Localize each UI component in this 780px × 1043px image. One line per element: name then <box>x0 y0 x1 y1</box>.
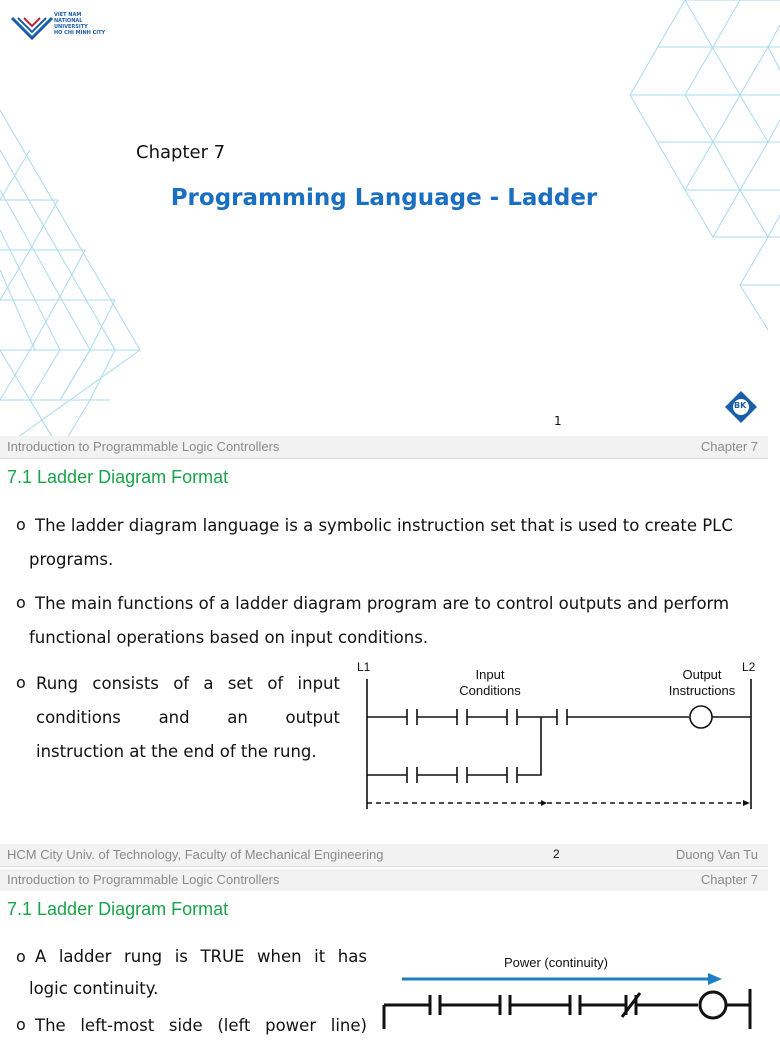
course-title: Introduction to Programmable Logic Controllers <box>7 872 280 887</box>
bullet1-line2: logic continuity. <box>29 979 159 998</box>
page-number: 2 <box>553 847 560 861</box>
section-title: 7.1 Ladder Diagram Format <box>7 899 229 919</box>
word: set <box>227 674 254 693</box>
bullet2-line1 <box>35 1009 367 1043</box>
word: an <box>227 708 248 727</box>
chapter-ref: Chapter 7 <box>700 872 758 887</box>
word: rung <box>123 947 163 966</box>
word: a <box>203 674 214 693</box>
university-logo <box>12 12 107 44</box>
word: input <box>297 674 340 693</box>
word: Rung <box>36 674 79 693</box>
content-slide-2 <box>0 458 768 867</box>
bullet1-line2: programs. <box>29 550 114 569</box>
word: of <box>173 674 190 693</box>
triangle-pattern-right <box>620 0 780 360</box>
word: line) <box>330 1016 367 1035</box>
bk-logo-text: BK <box>734 401 747 410</box>
bullet2-line1: The main functions of a ladder diagram program are to control outputs and perform <box>35 594 730 613</box>
slide-title: Programming Language - Ladder <box>170 185 598 211</box>
l1-label: L1 <box>357 660 371 674</box>
word: The <box>35 1016 66 1035</box>
bullet-marker: o <box>16 593 26 612</box>
logo-line-2: NATIONAL <box>54 18 83 24</box>
footer-institution: HCM City Univ. of Technology, Faculty of Mechanical Engineering <box>7 847 384 862</box>
logo-line-3: UNIVERSITY <box>54 24 88 30</box>
word: is <box>174 947 188 966</box>
content-slide-3 <box>0 866 768 1035</box>
output-label-1: Output <box>682 667 722 682</box>
word: and <box>158 708 190 727</box>
word: side <box>168 1016 203 1035</box>
slide3-header <box>0 869 768 891</box>
word: it <box>314 947 326 966</box>
slide1-footer <box>0 436 768 458</box>
word: of <box>267 674 284 693</box>
vnu-emblem-icon <box>12 14 52 42</box>
continuity-diagram <box>378 949 768 1029</box>
word: (left <box>217 1016 251 1035</box>
chapter-label: Chapter 7 <box>136 142 226 163</box>
bullet1-line1 <box>35 940 367 974</box>
bullet-marker: o <box>16 673 26 692</box>
bullet1-line1: The ladder diagram language is a symbolic instruction set that is used to create PLC <box>35 516 733 535</box>
word: conditions <box>36 708 121 727</box>
word: output <box>285 708 340 727</box>
output-label-2: Instructions <box>668 683 736 698</box>
word: when <box>257 947 302 966</box>
word: consists <box>92 674 159 693</box>
bullet2-line2: functional operations based on input conditions. <box>29 628 429 647</box>
bullet-marker: o <box>16 1015 26 1034</box>
page-number: 1 <box>554 414 562 428</box>
word: ladder <box>58 947 112 966</box>
bullet-marker: o <box>16 947 26 966</box>
word: TRUE <box>200 947 245 966</box>
slide2-footer <box>0 844 768 866</box>
l2-label: L2 <box>742 660 756 674</box>
title-slide <box>0 0 768 458</box>
footer-author: Duong Van Tu <box>675 847 758 862</box>
section-title: 7.1 Ladder Diagram Format <box>7 467 229 487</box>
bk-logo <box>724 390 758 424</box>
course-title: Introduction to Programmable Logic Controllers <box>7 439 280 454</box>
bullet3-line3: instruction at the end of the rung. <box>36 742 317 761</box>
bullet-marker: o <box>16 515 26 534</box>
power-label: Power (continuity) <box>503 955 609 970</box>
chapter-ref: Chapter 7 <box>700 439 758 454</box>
input-label-2: Conditions <box>459 683 521 698</box>
word: has <box>337 947 367 966</box>
word: left-most <box>80 1016 155 1035</box>
ladder-rung-diagram <box>355 657 765 817</box>
input-label-1: Input <box>475 667 505 682</box>
logo-line-4: HO CHI MINH CITY <box>54 30 106 36</box>
word: A <box>35 947 47 966</box>
triangle-pattern-left <box>0 20 150 460</box>
bullet3-line1 <box>36 667 340 701</box>
word: power <box>265 1016 317 1035</box>
logo-line-1: VIET NAM <box>54 12 82 18</box>
bullet3-line2 <box>36 701 340 735</box>
